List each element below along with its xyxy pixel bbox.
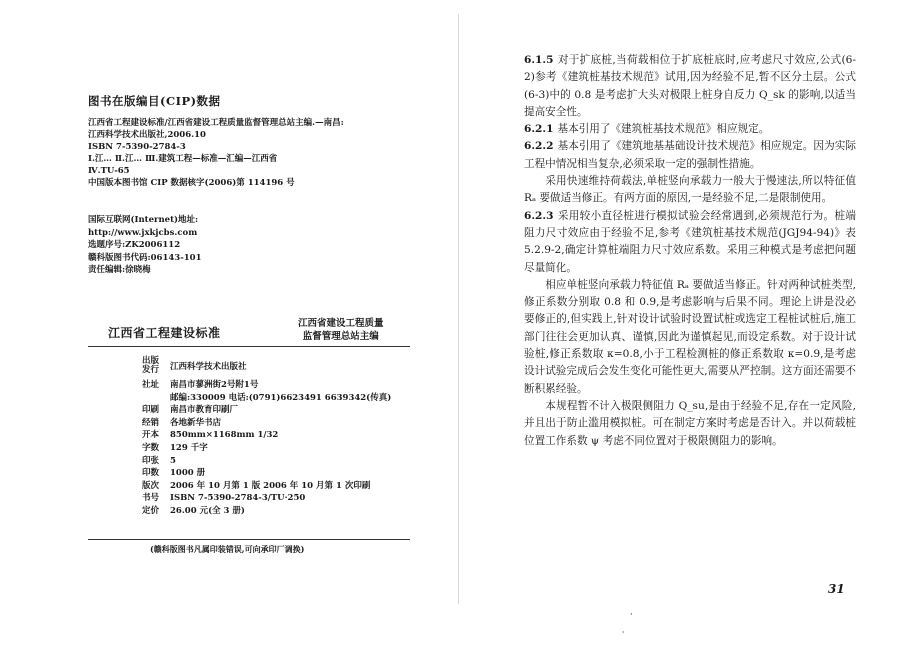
editor-org bbox=[298, 317, 384, 343]
colophon-value: 邮编:330009 电话:(0791)6623491 6639342(传真) bbox=[170, 392, 392, 403]
colophon-row bbox=[142, 455, 391, 468]
cip-line: ISBN 7-5390-2784-3 bbox=[88, 142, 186, 152]
pub-line: 责任编辑:徐晓梅 bbox=[88, 265, 151, 275]
colophon-row bbox=[142, 480, 391, 493]
page-number: 31 bbox=[828, 582, 845, 596]
editor-org-line: 监督管理总站主编 bbox=[302, 331, 379, 342]
cip-line: 江西科学技术出版社,2006.10 bbox=[88, 130, 206, 140]
colophon-row bbox=[142, 429, 391, 442]
paragraph-text: 本规程暂不计入极限侧阻力 Q_su,是由于经验不足,存在一定风险,并且出于防止滥用模拟桩。可在制定方案时考虑是否计入。并以荷载桩位置工作系数 ψ 考虑不同位置对于极限侧阻力的影响。 bbox=[524, 399, 856, 447]
cip-line: Ⅳ.TU-65 bbox=[88, 166, 130, 176]
paragraph bbox=[524, 121, 856, 138]
cip-line: Ⅰ.江… Ⅱ.江… Ⅲ.建筑工程—标准—汇编—江西省 bbox=[88, 154, 278, 164]
pub-line: 国际互联网(Internet)地址: bbox=[88, 215, 199, 225]
standard-title: 江西省工程建设标准 bbox=[108, 326, 221, 340]
editor-org-line: 江西省建设工程质量 bbox=[298, 318, 384, 329]
colophon bbox=[142, 357, 391, 518]
top-rule bbox=[88, 346, 410, 347]
pub-line: http://www.jxkjcbs.com bbox=[88, 227, 198, 238]
colophon-row bbox=[142, 442, 391, 455]
paragraph bbox=[524, 277, 856, 398]
colophon-label: 字数 bbox=[142, 442, 160, 453]
cip-line: 中国版本图书馆 CIP 数据核字(2006)第 114196 号 bbox=[88, 178, 295, 188]
colophon-row bbox=[142, 404, 391, 417]
section-number: 6.2.1 bbox=[524, 123, 554, 136]
colophon-row bbox=[142, 417, 391, 430]
colophon-label: 印刷 bbox=[142, 405, 160, 416]
colophon-value: ISBN 7-5390-2784-3/TU·250 bbox=[170, 493, 306, 504]
publisher-info bbox=[88, 214, 408, 277]
colophon-value: 129 千字 bbox=[170, 442, 208, 453]
colophon-value: 南昌市蓼洲街2号附1号 bbox=[170, 380, 259, 390]
paragraph bbox=[524, 173, 856, 208]
scan-mark: ’ bbox=[630, 612, 633, 621]
bottom-rule bbox=[88, 539, 410, 540]
colophon-label: 开本 bbox=[142, 430, 160, 441]
colophon-label: 定价 bbox=[142, 505, 160, 516]
colophon-value: 1000 册 bbox=[170, 468, 206, 479]
paragraph bbox=[524, 208, 856, 277]
colophon-value: 2006 年 10 月第 1 版 2006 年 10 月第 1 次印刷 bbox=[170, 480, 371, 491]
cip-title: 图书在版编目(CIP)数据 bbox=[88, 94, 221, 108]
colophon-label: 书号 bbox=[142, 493, 160, 504]
paragraph bbox=[524, 52, 856, 121]
section-number: 6.2.3 bbox=[524, 209, 554, 222]
section-number: 6.1.5 bbox=[524, 54, 554, 66]
page-gutter bbox=[458, 14, 459, 604]
colophon-label: 版次 bbox=[142, 480, 160, 491]
colophon-value: 南昌市教育印刷厂 bbox=[170, 405, 239, 416]
right-page-body bbox=[524, 52, 856, 450]
colophon-value: 26.00 元(全 3 册) bbox=[170, 505, 245, 516]
pub-line: 赣科版图书代码:06143-101 bbox=[88, 252, 202, 263]
colophon-value: 5 bbox=[170, 455, 176, 466]
paragraph-text: 相应单桩竖向承载力特征值 Rₐ 要做适当修正。针对两种试桩类型,修正系数分别取 0.8 和 0.9,是考虑影响与后果不同。理论上讲是没必要修正的,但实践上,针对设计试验时设置试桩或选定工程桩试桩后,施工部门往往会更加认真、谨慎,因此为谨慎起见,而设定系数。对于设计试验桩,修正系数取 κ=0.8,小于工程检测桩的修正系数取 κ=0.9,是考虑设计试验完成后会发生变化可能性更大,需要从严控制。这方面还需要不断积累经验。 bbox=[524, 278, 856, 395]
cip-record bbox=[88, 117, 408, 189]
scan-mark: ' bbox=[622, 630, 625, 639]
paragraph-text: 对于扩底桩,当荷载相位于扩底桩底时,应考虑尺寸效应,公式(6-2)参考《建筑桩基技术规范》试用,因为经验不足,暂不区分土层。公式(6-3)中的 0.8 是考虑扩大头对极限上桩身自反力 Q_sk 的影响,以适当提高安全性。 bbox=[524, 54, 856, 118]
footnote: (赣科版图书凡属印装错误,可向承印厂调换) bbox=[150, 544, 305, 554]
paragraph-text: 基本引用了《建筑桩基技术规范》相应规定。 bbox=[557, 123, 770, 136]
colophon-row bbox=[142, 467, 391, 480]
colophon-label: 印数 bbox=[142, 468, 160, 479]
paragraph bbox=[524, 138, 856, 173]
colophon-label: 出版 发行 bbox=[142, 356, 160, 375]
paragraph-text: 采用较小直径桩进行模拟试验会经常遇到,必须规范行为。桩端阻力尺寸效应由于经验不足,参考《建筑桩基技术规范(JGJ94-94)》表 5.2.9-2,确定计算桩端阻力尺寸效应系数。采用三种模式是考虑把问题尽量简化。 bbox=[524, 209, 856, 274]
paragraph bbox=[524, 398, 856, 450]
colophon-row bbox=[142, 492, 391, 505]
colophon-row bbox=[142, 357, 391, 375]
cip-line: 江西省工程建设标准/江西省建设工程质量监督管理总站主编.—南昌: bbox=[88, 118, 344, 128]
pub-line: 选题序号:ZK2006112 bbox=[88, 240, 181, 250]
colophon-value: 江西科学技术出版社 bbox=[170, 362, 247, 372]
section-number: 6.2.2 bbox=[524, 140, 554, 153]
paragraph-text: 采用快速维持荷载法,单桩竖向承载力一般大于慢速法,所以特征值 Rₐ 要做适当修正。有两方面的原因,一是经验不足,二是限制使用。 bbox=[524, 175, 856, 205]
colophon-label: 印张 bbox=[142, 455, 160, 466]
colophon-label: 经销 bbox=[142, 417, 160, 428]
colophon-row bbox=[142, 379, 391, 392]
colophon-value: 各地新华书店 bbox=[170, 417, 222, 428]
colophon-row bbox=[142, 392, 391, 405]
colophon-value: 850mm×1168mm 1/32 bbox=[170, 430, 279, 441]
paragraph-text: 基本引用了《建筑地基基础设计技术规范》相应规定。因为实际工程中情况相当复杂,必须采取一定的强制性措施。 bbox=[524, 140, 856, 170]
colophon-row bbox=[142, 505, 391, 518]
colophon-label: 社址 bbox=[142, 380, 160, 390]
